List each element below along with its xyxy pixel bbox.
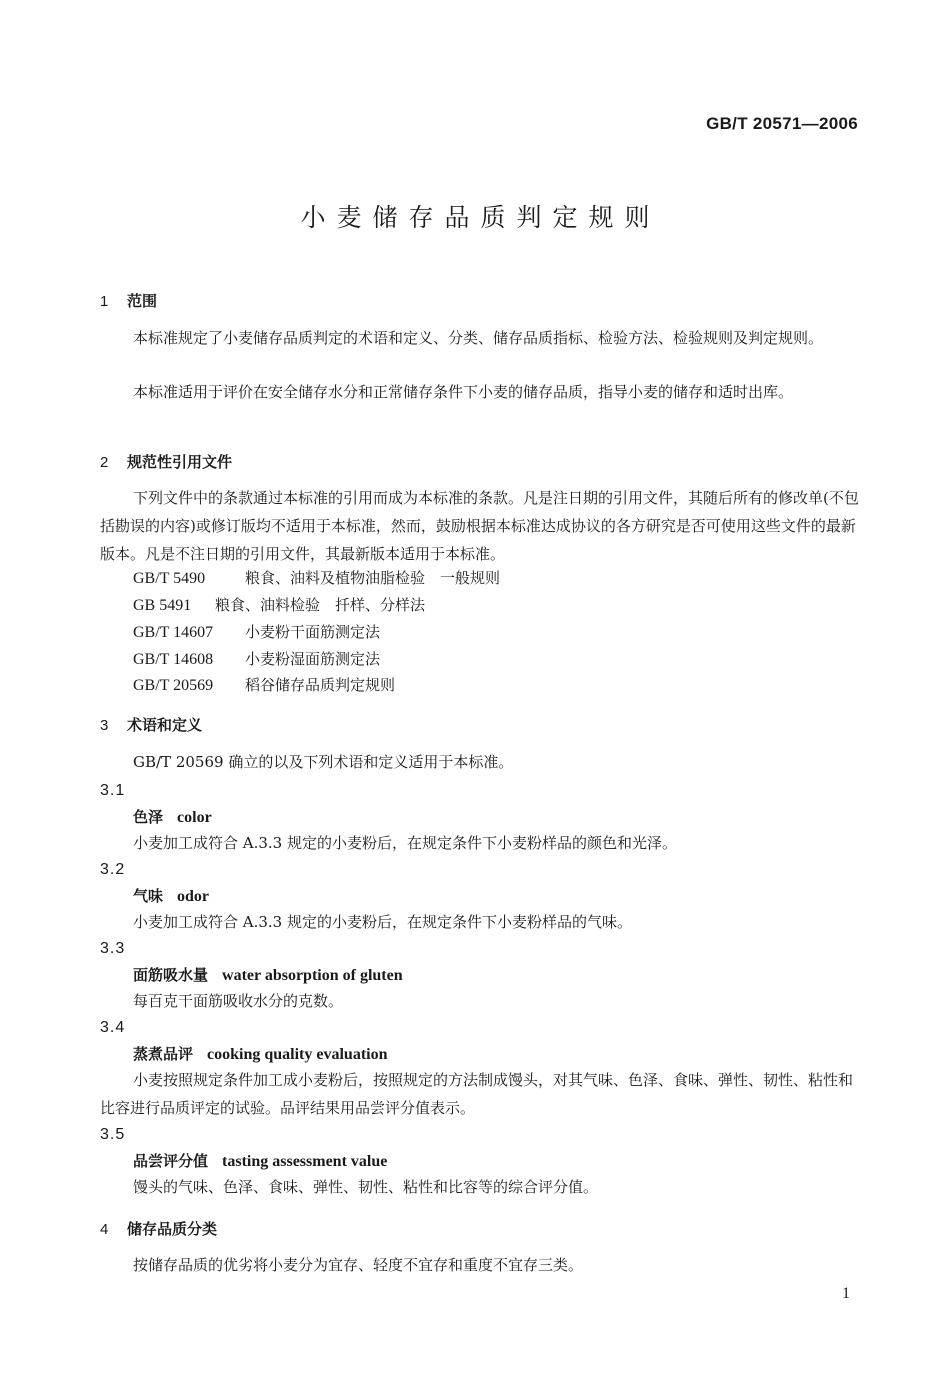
term-heading bbox=[133, 1043, 388, 1064]
section-number: 1 bbox=[100, 293, 109, 310]
paragraph: 下列文件中的条款通过本标准的引用而成为本标准的条款。凡是注日期的引用文件，其随后所有的修改单(不包括勘误的内容)或修订版均不适用于本标准，然而，鼓励根据本标准达成协议的各方研究是否可使用这些文件的最新版本。凡是不注日期的引用文件，其最新版本适用于本标准。 bbox=[100, 489, 859, 563]
paragraph: 按储存品质的优劣将小麦分为宜存、轻度不宜存和重度不宜存三类。 bbox=[133, 1256, 584, 1274]
section-heading-2 bbox=[100, 451, 232, 472]
term-zh: 面筋吸水量 bbox=[133, 966, 209, 984]
term-heading bbox=[133, 806, 212, 827]
reference-code: GB 5491 bbox=[133, 597, 192, 614]
reference-title: 稻谷储存品质判定规则 bbox=[245, 676, 396, 694]
reference-title: 粮食、油料检验 扦样、分样法 bbox=[215, 596, 426, 614]
term-definition: 小麦按照规定条件加工成小麦粉后，按照规定的方法制成馒头，对其气味、色泽、食味、弹性、韧性、粘性和比容进行品质评定的试验。品评结果用品尝评分值表示。 bbox=[100, 1071, 854, 1117]
paragraph: 本标准适用于评价在安全储存水分和正常储存条件下小麦的储存品质，指导小麦的储存和适时出库。 bbox=[133, 383, 794, 401]
reference-code: GB/T 20569 bbox=[133, 677, 214, 694]
term-heading bbox=[133, 1150, 387, 1171]
section-title: 术语和定义 bbox=[127, 716, 203, 734]
term-number: 3.5 bbox=[100, 1126, 126, 1143]
paragraph: 本标准规定了小麦储存品质判定的术语和定义、分类、储存品质指标、检验方法、检验规则及判定规则。 bbox=[133, 329, 824, 347]
term-definition: 每百克干面筋吸收水分的克数。 bbox=[133, 992, 344, 1010]
section-heading-1 bbox=[100, 290, 157, 311]
term-zh: 色泽 bbox=[133, 808, 164, 826]
term-number: 3.4 bbox=[100, 1019, 126, 1036]
section-number: 3 bbox=[100, 717, 109, 734]
term-en: odor bbox=[177, 888, 210, 905]
paragraph: GB/T 20569 确立的以及下列术语和定义适用于本标准。 bbox=[133, 753, 514, 771]
reference-code: GB/T 14608 bbox=[133, 651, 214, 668]
term-zh: 气味 bbox=[133, 887, 164, 905]
section-heading-4 bbox=[100, 1218, 217, 1239]
reference-item bbox=[133, 648, 380, 669]
section-title: 范围 bbox=[127, 292, 158, 310]
reference-item bbox=[133, 567, 500, 588]
reference-item bbox=[133, 594, 425, 615]
document-title: 小麦储存品质判定规则 bbox=[300, 203, 661, 232]
section-title: 储存品质分类 bbox=[127, 1220, 218, 1238]
term-en: cooking quality evaluation bbox=[207, 1046, 388, 1063]
section-number: 2 bbox=[100, 454, 109, 471]
reference-title: 粮食、油料及植物油脂检验 一般规则 bbox=[245, 569, 501, 587]
term-zh: 品尝评分值 bbox=[133, 1152, 209, 1170]
term-definition: 馒头的气味、色泽、食味、弹性、韧性、粘性和比容等的综合评分值。 bbox=[133, 1178, 599, 1196]
standard-code: GB/T 20571—2006 bbox=[706, 114, 858, 133]
term-number: 3.2 bbox=[100, 861, 126, 878]
term-definition: 小麦加工成符合 A.3.3 规定的小麦粉后，在规定条件下小麦粉样品的颜色和光泽。 bbox=[133, 834, 677, 852]
reference-code: GB/T 5490 bbox=[133, 570, 206, 587]
reference-title: 小麦粉湿面筋测定法 bbox=[245, 650, 381, 668]
reference-item bbox=[133, 674, 395, 695]
term-zh: 蒸煮品评 bbox=[133, 1045, 194, 1063]
section-heading-3 bbox=[100, 714, 202, 735]
term-en: water absorption of gluten bbox=[222, 967, 403, 984]
term-definition: 小麦加工成符合 A.3.3 规定的小麦粉后，在规定条件下小麦粉样品的气味。 bbox=[133, 913, 632, 931]
reference-code: GB/T 14607 bbox=[133, 624, 214, 641]
section-number: 4 bbox=[100, 1221, 109, 1238]
term-number: 3.3 bbox=[100, 940, 126, 957]
term-heading bbox=[133, 885, 209, 906]
reference-item bbox=[133, 621, 380, 642]
section-title: 规范性引用文件 bbox=[127, 453, 233, 471]
reference-title: 小麦粉干面筋测定法 bbox=[245, 623, 381, 641]
term-en: tasting assessment value bbox=[222, 1153, 388, 1170]
term-number: 3.1 bbox=[100, 782, 126, 799]
term-heading bbox=[133, 964, 403, 985]
page-number: 1 bbox=[842, 1285, 850, 1302]
term-en: color bbox=[177, 809, 212, 826]
